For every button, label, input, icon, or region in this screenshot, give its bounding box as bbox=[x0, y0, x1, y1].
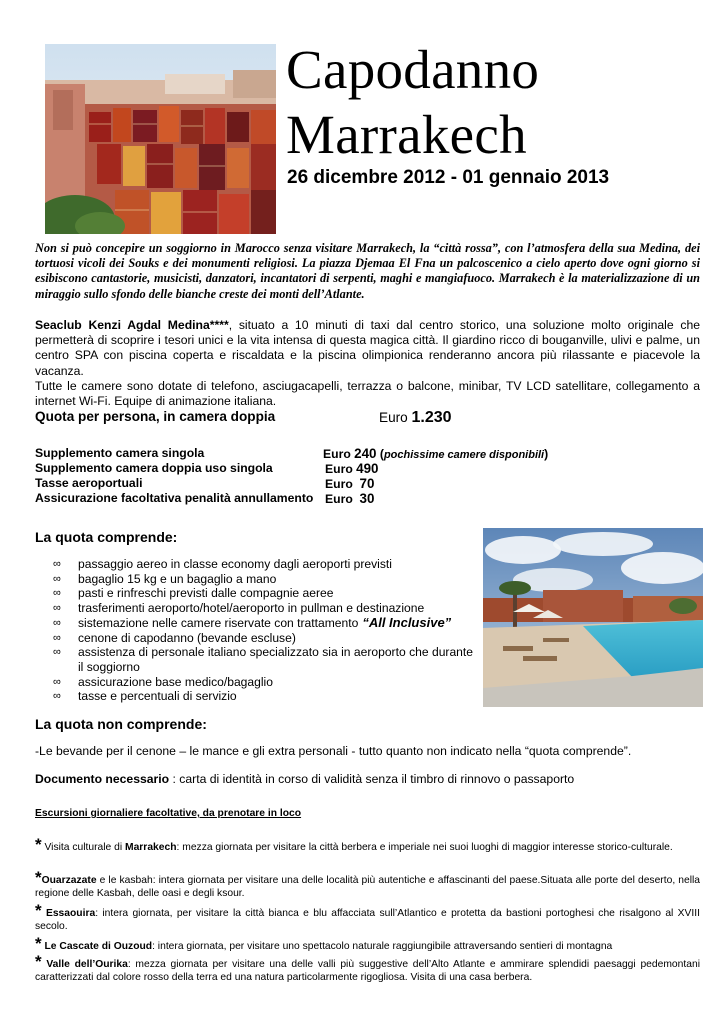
intro-paragraph: Non si può concepire un soggiorno in Marocco senza visitare Marrakech, la “città rossa”, con l’atmosfera della sua Medina, dei tortuosi vicoli dei Souks e dei monumenti religiosi. La piazza Djemaa El Fna un palcoscenico a cielo aperto dove ogni giorno si esibiscono cantastorie, musicisti, danzatori, incantatori di serpenti, maghi e mangiafuoco. Marrakech è la materializzazione di un miraggio sullo sfondo delle bianche creste dei monti dell’Atlante. bbox=[35, 241, 700, 301]
excursion-item bbox=[35, 934, 700, 953]
supplement-currency: Euro bbox=[325, 477, 353, 491]
excursion-name: Marrakech bbox=[125, 842, 177, 853]
hotel-paragraph bbox=[35, 318, 700, 409]
list-item-text: cenone di capodanno (bevande escluse) bbox=[78, 630, 296, 645]
bullet-infinity-icon: ∞ bbox=[53, 690, 61, 703]
list-item bbox=[53, 572, 473, 587]
list-item bbox=[53, 586, 473, 601]
list-item-text: sistemazione nelle camere riservate con trattamento bbox=[78, 615, 359, 630]
price-row bbox=[35, 409, 452, 426]
supplement-note-close: ) bbox=[544, 447, 549, 461]
excursion-text: : mezza giornata per visitare la città berbera e imperiale nei suoi luoghi di maggior interesse storico-culturale. bbox=[176, 842, 673, 853]
list-item-text: trasferimenti aeroporto/hotel/aeroporto in pullman e destinazione bbox=[78, 601, 425, 616]
price-amount bbox=[379, 409, 452, 427]
supplement-label: Assicurazione facoltativa penalità annullamento bbox=[35, 491, 314, 505]
hotel-name: Seaclub Kenzi Agdal Medina**** bbox=[35, 318, 229, 332]
excursion-item bbox=[35, 952, 700, 984]
bullet-infinity-icon: ∞ bbox=[53, 675, 61, 688]
excursion-text: : intera giornata, per visitare uno spettacolo naturale raggiungibile attraversando sentieri di montagna bbox=[152, 941, 613, 952]
bullet-infinity-icon: ∞ bbox=[53, 616, 61, 629]
document-text: : carta di identità in corso di validità senza il timbro di rinnovo o passaporto bbox=[169, 772, 575, 786]
excursion-item bbox=[35, 835, 700, 854]
excursions-title: Escursioni giornaliere facoltative, da prenotare in loco bbox=[35, 808, 302, 819]
supplement-label: Supplemento camera doppia uso singola bbox=[35, 461, 273, 475]
list-item-text: passaggio aereo in classe economy dagli aeroporti previsti bbox=[78, 557, 392, 571]
hotel-rooms: Tutte le camere sono dotate di telefono, asciugacapelli, terrazza o balcone, minibar, TV LCD satellitare, collegamento a internet Wi-Fi. Equipe di animazione italiana. bbox=[35, 378, 700, 409]
list-item-text: assistenza di personale italiano specializzato sia in aeroporto che durante il soggiorno bbox=[78, 645, 473, 674]
list-item-text: assicurazione base medico/bagaglio bbox=[78, 674, 273, 689]
included-list bbox=[53, 557, 473, 704]
star-icon: * bbox=[35, 952, 42, 971]
supplement-currency: Euro bbox=[323, 447, 351, 461]
star-icon: * bbox=[35, 868, 42, 887]
bullet-infinity-icon: ∞ bbox=[53, 602, 61, 615]
price-value: 1.230 bbox=[411, 409, 452, 426]
document-line bbox=[35, 772, 574, 786]
star-icon: * bbox=[35, 901, 42, 920]
list-item bbox=[53, 645, 473, 674]
excursion-name: Essaouira bbox=[45, 908, 96, 919]
list-item bbox=[53, 631, 473, 646]
supplement-currency: Euro bbox=[325, 492, 353, 506]
market-carpets-illustration bbox=[45, 44, 276, 234]
excursion-name: Valle dell’Ourika bbox=[46, 959, 128, 970]
supplement-row bbox=[35, 476, 375, 491]
supplement-amount: 490 bbox=[356, 461, 379, 476]
excursion-pre: Visita culturale di bbox=[41, 842, 125, 853]
hotel-pool-illustration bbox=[483, 528, 703, 707]
price-currency: Euro bbox=[379, 410, 408, 425]
not-included-text: -Le bevande per il cenone – le mance e gli extra personali - tutto quanto non indicato nella “quota comprende”. bbox=[35, 744, 632, 758]
list-item-text: pasti e rinfreschi previsti dalle compagnie aeree bbox=[78, 586, 334, 601]
excursion-name: Ouarzazate bbox=[41, 875, 97, 886]
star-icon: * bbox=[35, 934, 42, 953]
excursion-item bbox=[35, 868, 700, 900]
list-item-text: bagaglio 15 kg e un bagaglio a mano bbox=[78, 571, 277, 586]
star-icon: * bbox=[35, 835, 42, 854]
supplement-amount: 30 bbox=[359, 491, 375, 506]
price-label: Quota per persona, in camera doppia bbox=[35, 409, 276, 424]
supplement-amount: 240 bbox=[354, 446, 377, 461]
included-title: La quota comprende: bbox=[35, 529, 178, 545]
bullet-infinity-icon: ∞ bbox=[53, 646, 61, 659]
not-included-title: La quota non comprende: bbox=[35, 716, 207, 732]
supplement-label: Supplemento camera singola bbox=[35, 446, 205, 460]
title-line-2: Marrakech bbox=[286, 104, 527, 165]
market-carpets-photo bbox=[45, 44, 276, 234]
list-item bbox=[53, 675, 473, 690]
bullet-infinity-icon: ∞ bbox=[53, 587, 61, 600]
supplement-note: pochissime camere disponibili bbox=[383, 449, 545, 461]
excursion-name: Le Cascate di Ouzoud bbox=[44, 941, 153, 952]
supplement-row bbox=[35, 461, 379, 476]
travel-dates: 26 dicembre 2012 - 01 gennaio 2013 bbox=[287, 167, 610, 188]
bullet-infinity-icon: ∞ bbox=[53, 572, 61, 585]
supplement-currency: Euro bbox=[325, 462, 353, 476]
supplement-label: Tasse aeroportuali bbox=[35, 476, 143, 490]
excursion-item bbox=[35, 901, 700, 933]
supplement-row bbox=[35, 446, 549, 461]
document-label: Documento necessario bbox=[35, 772, 170, 786]
title-line-1: Capodanno bbox=[286, 39, 540, 100]
excursion-text: e le kasbah: intera giornata per visitare una delle località più autentiche e affascinanti del paese.Situata alle porte del deserto, nella regione delle Kasbah, delle oasi e degli ksour. bbox=[35, 875, 700, 899]
bullet-infinity-icon: ∞ bbox=[53, 558, 61, 570]
bullet-infinity-icon: ∞ bbox=[53, 631, 61, 644]
hotel-description: , situato a 10 minuti di taxi dal centro storico, una soluzione molto originale che permetterà di scoprire i tesori unici e la vita intensa di questa magica città. Il giardino ricco di bouganville, ulivi e palme, un centro SPA con piscina coperta e riscaldata e la piscina olimpionica renderanno ancora più rilassante e piacevole la vacanza. bbox=[35, 318, 701, 378]
excursion-text: : intera giornata, per visitare la città bianca e blu affacciata sull’Atlantico e protetta da bastioni portoghesi che risalgono al XVIII secolo. bbox=[35, 908, 700, 932]
list-item bbox=[53, 557, 473, 572]
list-item-text: tasse e percentuali di servizio bbox=[78, 689, 237, 704]
list-item bbox=[53, 616, 473, 631]
supplement-amount: 70 bbox=[359, 476, 375, 491]
list-item bbox=[53, 601, 473, 616]
list-item bbox=[53, 689, 473, 704]
all-inclusive-label: “All Inclusive” bbox=[362, 614, 452, 630]
supplement-note-open: ( bbox=[376, 447, 384, 461]
excursion-text: : mezza giornata per visitare una delle valli più suggestive dell’Alto Atlante e ammirare splendidi paesaggi pedemontani caratterizzati dal colore rosso della terra ed una natura particolarmente rigogliosa. Visita di una casa berbera. bbox=[35, 959, 700, 983]
hotel-pool-photo bbox=[483, 528, 703, 707]
supplement-row bbox=[35, 491, 375, 506]
